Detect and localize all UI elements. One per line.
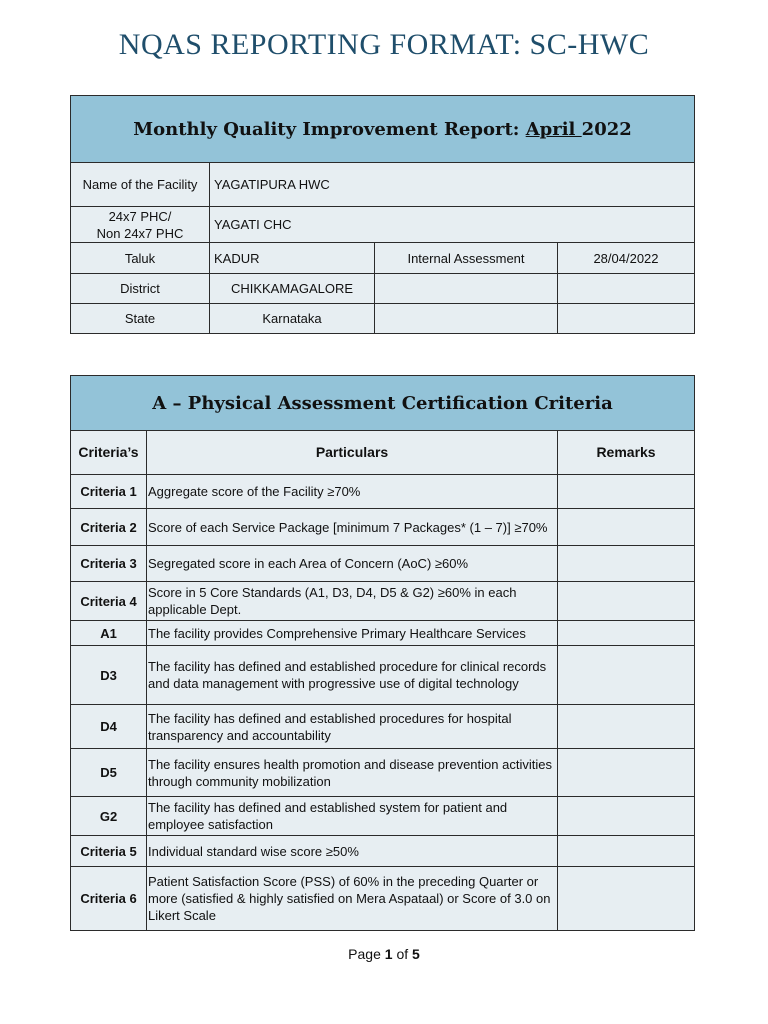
criteria-id: D3 bbox=[71, 646, 147, 705]
criteria-particulars: Individual standard wise score ≥50% bbox=[147, 836, 558, 867]
column-header-particulars: Particulars bbox=[147, 431, 558, 475]
table-row bbox=[71, 582, 695, 621]
state-label: State bbox=[71, 304, 210, 334]
table-row bbox=[71, 646, 695, 705]
criteria-particulars: Segregated score in each Area of Concern (AoC) ≥60% bbox=[147, 546, 558, 582]
state-extra-label bbox=[375, 304, 558, 334]
report-heading-prefix: Monthly Quality Improvement Report: bbox=[133, 118, 526, 140]
criteria-id: Criteria 2 bbox=[71, 509, 147, 546]
report-year: 2022 bbox=[581, 118, 632, 140]
internal-assessment-date: 28/04/2022 bbox=[558, 243, 695, 274]
phc-label-line1: 24x7 PHC/ bbox=[108, 208, 172, 224]
table-row bbox=[71, 797, 695, 836]
table-row bbox=[71, 705, 695, 749]
criteria-particulars: Patient Satisfaction Score (PSS) of 60% in the preceding Quarter or more (satisfied & highly satisfied on Mera Aspataal) or Score of 3.0 on Likert Scale bbox=[147, 867, 558, 931]
criteria-remarks bbox=[558, 797, 695, 836]
criteria-particulars: Aggregate score of the Facility ≥70% bbox=[147, 475, 558, 509]
report-heading-row bbox=[71, 96, 695, 163]
taluk-value: KADUR bbox=[210, 243, 375, 274]
criteria-id: Criteria 5 bbox=[71, 836, 147, 867]
criteria-particulars: The facility has defined and established procedure for clinical records and data management with progressive use of digital technology bbox=[147, 646, 558, 705]
column-header-remarks: Remarks bbox=[558, 431, 695, 475]
facility-label: Name of the Facility bbox=[71, 163, 210, 207]
district-row bbox=[71, 274, 695, 304]
facility-row bbox=[71, 163, 695, 207]
district-extra-label bbox=[375, 274, 558, 304]
report-heading bbox=[71, 96, 695, 163]
page-number bbox=[0, 946, 768, 962]
criteria-id: D5 bbox=[71, 749, 147, 797]
table-row bbox=[71, 546, 695, 582]
page-of-word: of bbox=[392, 946, 413, 962]
criteria-remarks bbox=[558, 509, 695, 546]
facility-value: YAGATIPURA HWC bbox=[210, 163, 695, 207]
page-current: 1 bbox=[384, 946, 393, 962]
criteria-remarks bbox=[558, 836, 695, 867]
phc-label-line2: Non 24x7 PHC bbox=[96, 225, 184, 241]
table-row bbox=[71, 836, 695, 867]
page-total: 5 bbox=[412, 946, 420, 962]
criteria-particulars: The facility has defined and established system for patient and employee satisfaction bbox=[147, 797, 558, 836]
phc-row bbox=[71, 207, 695, 243]
criteria-id: G2 bbox=[71, 797, 147, 836]
state-value: Karnataka bbox=[210, 304, 375, 334]
criteria-particulars: The facility has defined and established procedures for hospital transparency and accountability bbox=[147, 705, 558, 749]
criteria-remarks bbox=[558, 749, 695, 797]
taluk-row bbox=[71, 243, 695, 274]
table-row bbox=[71, 475, 695, 509]
criteria-remarks bbox=[558, 867, 695, 931]
criteria-id: Criteria 6 bbox=[71, 867, 147, 931]
district-extra-value bbox=[558, 274, 695, 304]
criteria-id: D4 bbox=[71, 705, 147, 749]
document-title: NQAS REPORTING FORMAT: SC-HWC bbox=[118, 28, 650, 61]
criteria-particulars: Score in 5 Core Standards (A1, D3, D4, D5 & G2) ≥60% in each applicable Dept. bbox=[147, 582, 558, 621]
criteria-particulars: The facility ensures health promotion and disease prevention activities through community mobilization bbox=[147, 749, 558, 797]
criteria-id: Criteria 4 bbox=[71, 582, 147, 621]
criteria-remarks bbox=[558, 705, 695, 749]
taluk-label: Taluk bbox=[71, 243, 210, 274]
criteria-remarks bbox=[558, 546, 695, 582]
criteria-id: Criteria 3 bbox=[71, 546, 147, 582]
table-row bbox=[71, 867, 695, 931]
criteria-header-row bbox=[71, 431, 695, 475]
district-value: CHIKKAMAGALORE bbox=[210, 274, 375, 304]
criteria-table bbox=[70, 375, 695, 931]
criteria-id: Criteria 1 bbox=[71, 475, 147, 509]
internal-assessment-label: Internal Assessment bbox=[375, 243, 558, 274]
column-header-criteria: Criteria’s bbox=[71, 431, 147, 475]
criteria-id: A1 bbox=[71, 621, 147, 646]
state-row bbox=[71, 304, 695, 334]
criteria-heading-row bbox=[71, 376, 695, 431]
district-label: District bbox=[71, 274, 210, 304]
criteria-section-heading: A – Physical Assessment Certification Criteria bbox=[71, 376, 695, 431]
table-row bbox=[71, 749, 695, 797]
phc-value: YAGATI CHC bbox=[210, 207, 695, 243]
criteria-remarks bbox=[558, 646, 695, 705]
criteria-particulars: The facility provides Comprehensive Primary Healthcare Services bbox=[147, 621, 558, 646]
table-row bbox=[71, 509, 695, 546]
state-extra-value bbox=[558, 304, 695, 334]
criteria-remarks bbox=[558, 621, 695, 646]
criteria-particulars: Score of each Service Package [minimum 7 Packages* (1 – 7)] ≥70% bbox=[147, 509, 558, 546]
table-row bbox=[71, 621, 695, 646]
page-word: Page bbox=[348, 946, 385, 962]
phc-label bbox=[71, 207, 210, 243]
report-month: April bbox=[525, 118, 582, 140]
criteria-remarks bbox=[558, 475, 695, 509]
criteria-remarks bbox=[558, 582, 695, 621]
report-info-table bbox=[70, 95, 695, 334]
